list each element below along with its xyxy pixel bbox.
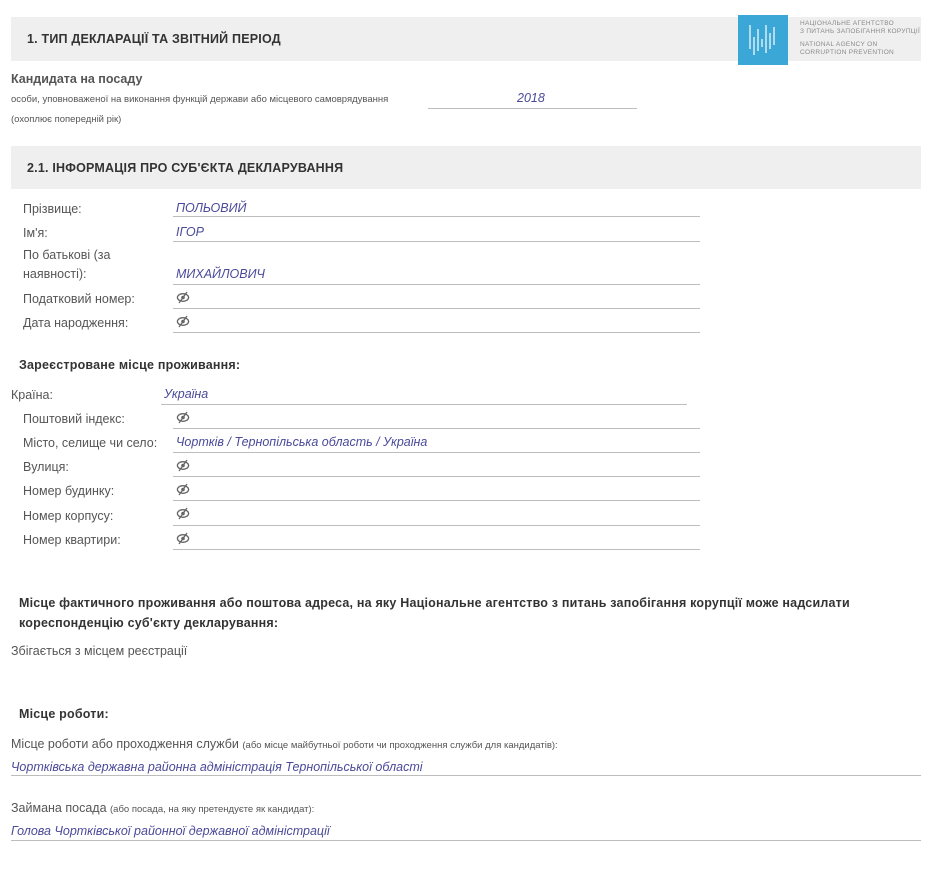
section-1-title: 1. ТИП ДЕКЛАРАЦІЇ ТА ЗВІТНИЙ ПЕРІОД <box>27 32 281 46</box>
patronymic-label-2: наявності): <box>23 267 87 281</box>
tax-number-label: Податковий номер: <box>23 292 135 306</box>
position-underline <box>11 840 921 841</box>
work-place-note: (або місце майбутньої роботи чи проходження служби для кандидатів): <box>242 740 558 751</box>
postal-code-label: Поштовий індекс: <box>23 412 125 426</box>
name-label: Ім'я: <box>23 226 48 240</box>
hidden-eye-icon <box>176 315 190 328</box>
apartment-number-label: Номер квартири: <box>23 533 121 547</box>
work-title: Місце роботи: <box>19 707 109 721</box>
hidden-eye-icon <box>176 483 190 496</box>
city-underline <box>173 452 700 453</box>
country-label: Країна: <box>11 388 53 402</box>
position-note: (або посада, на яку претендуєте як кандидат): <box>110 804 315 815</box>
patronymic-value: МИХАЙЛОВИЧ <box>176 267 265 281</box>
block-number-label: Номер корпусу: <box>23 509 114 523</box>
patronymic-label-1: По батькові (за <box>23 248 111 262</box>
postal-code-underline <box>173 428 700 429</box>
position-value: Голова Чортківської районної державної адміністрації <box>11 824 330 838</box>
hidden-eye-icon <box>176 507 190 520</box>
work-place-label-row <box>11 737 558 751</box>
patronymic-underline <box>173 284 700 285</box>
logo-text-ua-1: НАЦІОНАЛЬНЕ АГЕНТСТВО <box>800 20 895 27</box>
section-2-1-header <box>11 146 921 189</box>
apartment-number-underline <box>173 549 700 550</box>
street-label: Вулиця: <box>23 460 69 474</box>
birth-date-label: Дата народження: <box>23 316 129 330</box>
house-number-label: Номер будинку: <box>23 484 115 498</box>
year-underline <box>428 108 637 109</box>
position-label-row <box>11 801 314 815</box>
position-label: Займана посада <box>11 801 107 815</box>
logo-text-en-1: NATIONAL AGENCY ON <box>800 41 878 48</box>
hidden-eye-icon <box>176 291 190 304</box>
period-note: (охоплює попередній рік) <box>11 114 122 125</box>
birth-date-underline <box>173 332 700 333</box>
block-number-underline <box>173 525 700 526</box>
registered-residence-title: Зареєстроване місце проживання: <box>19 358 241 372</box>
logo-mark-icon <box>738 15 788 65</box>
declaration-type: Кандидата на посаду <box>11 72 143 86</box>
surname-value: ПОЛЬОВИЙ <box>176 201 247 215</box>
house-number-underline <box>173 500 700 501</box>
surname-label: Прізвище: <box>23 202 82 216</box>
name-value: ІГОР <box>176 225 204 239</box>
country-underline <box>161 404 687 405</box>
hidden-eye-icon <box>176 532 190 545</box>
tax-number-underline <box>173 308 700 309</box>
city-label: Місто, селище чи село: <box>23 436 158 450</box>
nazk-logo <box>738 15 788 65</box>
country-value: Україна <box>164 387 209 401</box>
surname-underline <box>173 216 700 217</box>
actual-residence-title-2: кореспонденцію суб'єкту декларування: <box>19 616 279 630</box>
section-2-1-title: 2.1. ІНФОРМАЦІЯ ПРО СУБ'ЄКТА ДЕКЛАРУВАННЯ <box>27 160 344 175</box>
work-place-underline <box>11 775 921 776</box>
name-underline <box>173 241 700 242</box>
declaration-type-desc: особи, уповноваженої на виконання функцій держави або місцевого самоврядування <box>11 94 389 105</box>
city-value: Чортків / Тернопільська область / Україна <box>176 435 428 449</box>
logo-text-ua-2: З ПИТАНЬ ЗАПОБІГАННЯ КОРУПЦІЇ <box>800 28 921 35</box>
street-underline <box>173 476 700 477</box>
work-place-value: Чортківська державна районна адміністрація Тернопільської області <box>11 760 423 774</box>
hidden-eye-icon <box>176 411 190 424</box>
actual-residence-title-1: Місце фактичного проживання або поштова адреса, на яку Національне агентство з питань запобігання корупції може надсилати <box>19 596 850 610</box>
work-place-label: Місце роботи або проходження служби <box>11 737 239 751</box>
logo-text-en-2: CORRUPTION PREVENTION <box>800 49 895 56</box>
declaration-year: 2018 <box>517 91 545 105</box>
hidden-eye-icon <box>176 459 190 472</box>
actual-residence-value: Збігається з місцем реєстрації <box>11 644 188 658</box>
